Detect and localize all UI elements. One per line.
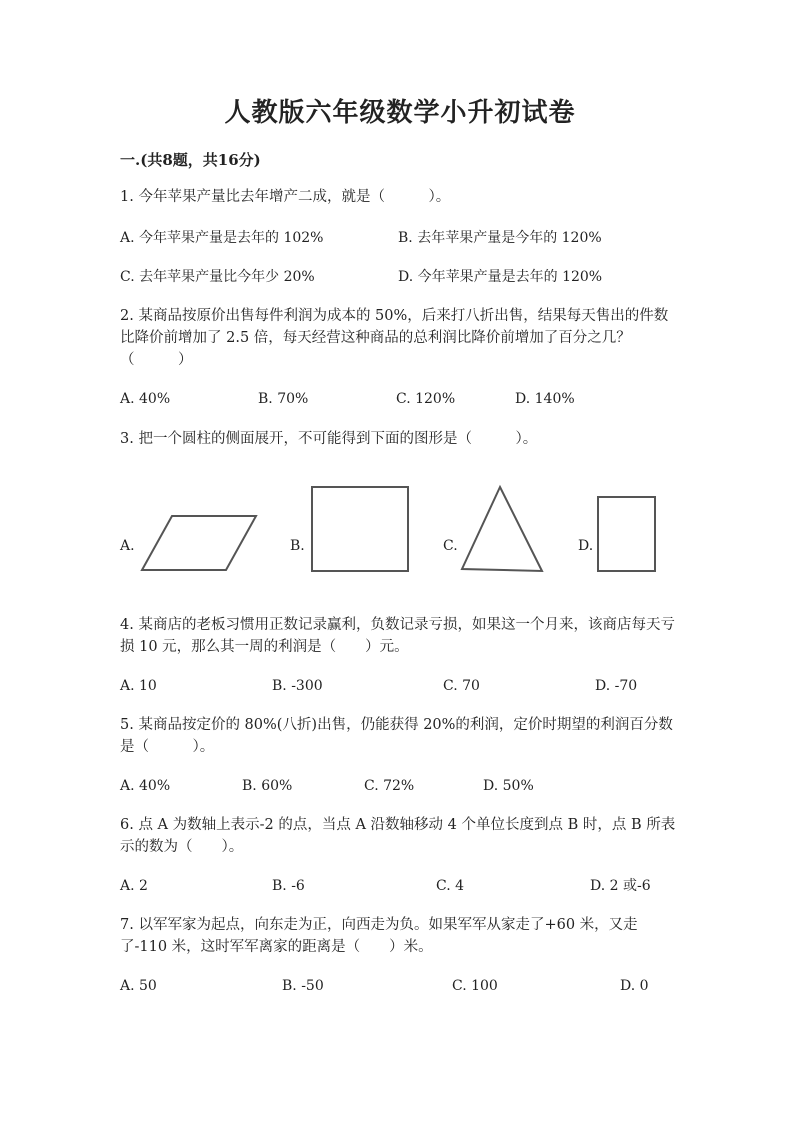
section-heading: 一.(共8题，共16分) [120, 151, 261, 169]
page-title: 人教版六年级数学小升初试卷 [224, 98, 576, 128]
question-4-option-a: A. 10 [120, 678, 157, 694]
question-5-option-d: D. 50% [483, 778, 534, 794]
question-5-stem: 5. 某商品按定价的 80%(八折)出售，仍能获得 20%的利润，定价时期望的利润百分数是（ ）。 [120, 717, 673, 755]
question-1-stem: 1. 今年苹果产量比去年增产二成，就是（ ）。 [120, 189, 451, 205]
question-2-option-b: B. 70% [258, 391, 309, 407]
question-6-option-a: A. 2 [120, 878, 148, 894]
question-5-option-a: A. 40% [120, 778, 171, 794]
question-6-stem: 6. 点 A 为数轴上表示-2 的点，当点 A 沿数轴移动 4 个单位长度到点 B 时，点 B 所表示的数为（ ）。 [120, 817, 676, 855]
question-7-stem: 7. 以军军家为起点，向东走为正，向西走为负。如果军军从家走了+60 米，又走了-110 米，这时军军离家的距离是（ ）米。 [120, 917, 638, 955]
question-1-option-d: D. 今年苹果产量是去年的 120% [398, 269, 603, 285]
question-7-option-c: C. 100 [452, 978, 498, 994]
question-6-option-d: D. 2 或-6 [590, 878, 651, 894]
question-4-stem: 4. 某商店的老板习惯用正数记录赢利，负数记录亏损，如果这一个月来，该商店每天亏损 10 元，那么其一周的利润是（ ）元。 [120, 617, 675, 655]
question-6-option-b: B. -6 [272, 878, 305, 894]
question-3-option-c: C. [443, 538, 458, 554]
question-7-option-b: B. -50 [282, 978, 324, 994]
question-1-option-a: A. 今年苹果产量是去年的 102% [120, 230, 324, 246]
question-5-option-b: B. 60% [242, 778, 293, 794]
question-2-option-d: D. 140% [515, 391, 575, 407]
question-1-option-b: B. 去年苹果产量是今年的 120% [398, 230, 602, 246]
question-4-option-c: C. 70 [443, 678, 480, 694]
question-4-option-b: B. -300 [272, 678, 323, 694]
question-4-option-d: D. -70 [595, 678, 638, 694]
rectangle-icon [596, 495, 658, 573]
question-3-option-d: D. [578, 538, 594, 554]
question-2-option-a: A. 40% [120, 391, 171, 407]
question-3-option-b: B. [290, 538, 305, 554]
question-6-option-c: C. 4 [436, 878, 465, 894]
question-7-option-d: D. 0 [620, 978, 649, 994]
square-icon [310, 485, 410, 573]
question-5-option-c: C. 72% [364, 778, 415, 794]
question-2-option-c: C. 120% [396, 391, 456, 407]
question-3-option-a: A. [120, 538, 135, 554]
triangle-icon [460, 485, 544, 573]
question-3-stem: 3. 把一个圆柱的侧面展开，不可能得到下面的图形是（ ）。 [120, 431, 538, 447]
question-2-stem: 2. 某商品按原价出售每件利润为成本的 50%，后来打八折出售，结果每天售出的件数比降价前增加了 2.5 倍，每天经营这种商品的总利润比降价前增加了百分之几？（ ） [120, 308, 669, 368]
question-7-option-a: A. 50 [120, 978, 157, 994]
question-1-option-c: C. 去年苹果产量比今年少 20% [120, 269, 315, 285]
parallelogram-icon [140, 512, 260, 574]
